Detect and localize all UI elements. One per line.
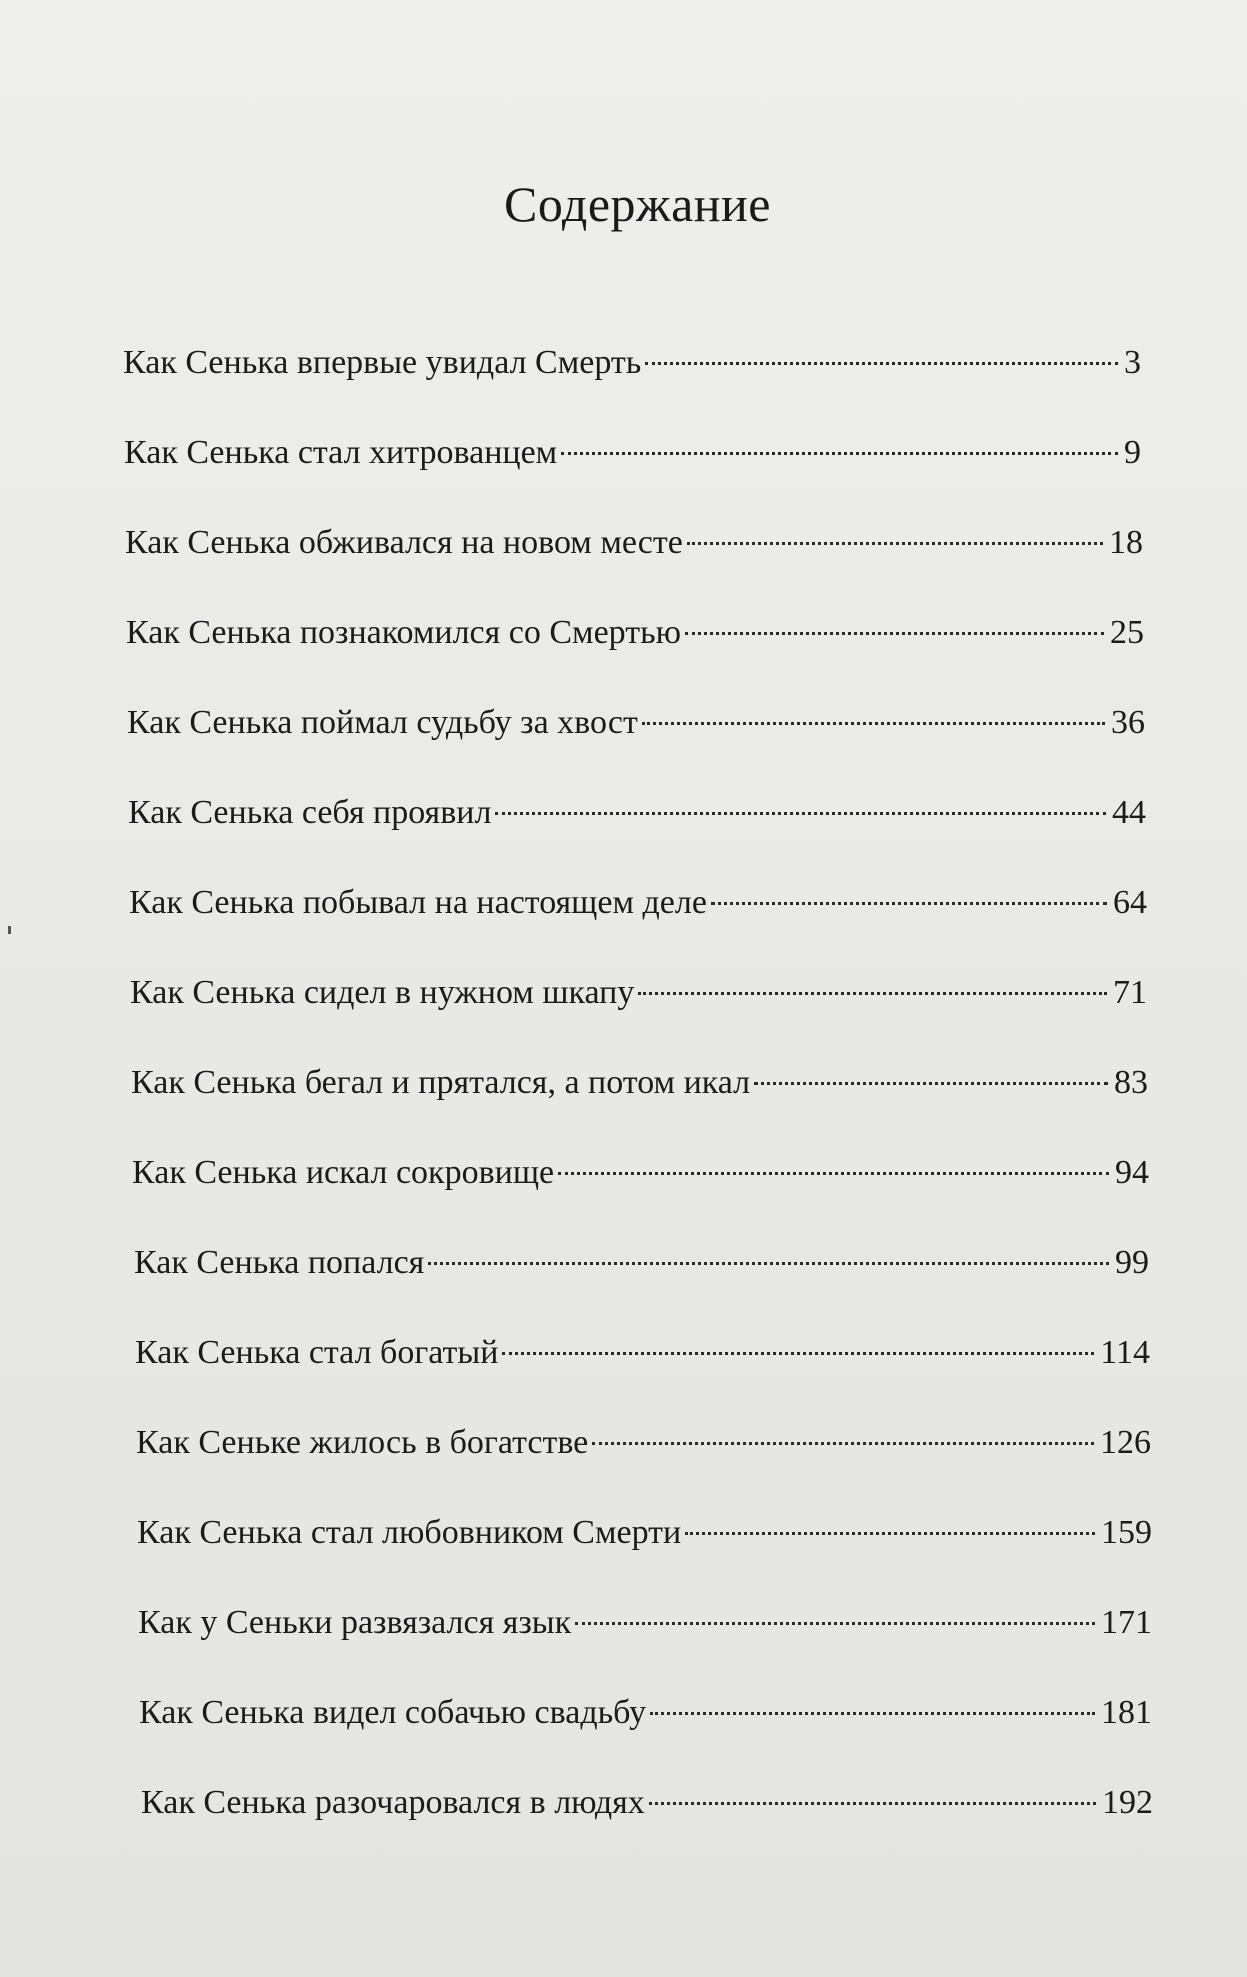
toc-entry-label: Как Сенька побывал на настоящем деле (129, 884, 707, 921)
toc-entry (135, 1328, 1150, 1378)
toc-entry-page: 99 (1115, 1244, 1149, 1281)
dot-leader (558, 1172, 1109, 1175)
toc-entry-page: 114 (1100, 1334, 1150, 1371)
toc-entry-page: 181 (1101, 1694, 1152, 1731)
dot-leader (428, 1262, 1109, 1265)
toc-entry (137, 1508, 1152, 1558)
toc-entry-label: Как Сенька видел собачью свадьбу (139, 1694, 647, 1731)
dot-leader (685, 632, 1104, 635)
toc-entry (131, 1058, 1148, 1108)
toc-entry-page: 3 (1124, 344, 1141, 381)
toc-entry (125, 518, 1143, 568)
dot-leader (649, 1802, 1096, 1805)
toc-entry (129, 878, 1147, 928)
dot-leader (638, 992, 1107, 995)
toc-entry-label: Как Сенька попался (134, 1244, 425, 1281)
toc-entry (130, 968, 1147, 1018)
toc-entry-page: 64 (1113, 884, 1147, 921)
toc-entry (128, 788, 1146, 838)
toc-entry-label: Как Сенька поймал судьбу за хвост (127, 704, 638, 741)
dot-leader (650, 1712, 1095, 1715)
toc-entry (134, 1238, 1149, 1288)
toc-entry-label: Как Сенька познакомился со Смертью (126, 614, 681, 651)
toc-entry-label: Как у Сеньки развязался язык (138, 1604, 572, 1641)
toc-entry-label: Как Сеньке жилось в богатстве (136, 1424, 589, 1461)
dot-leader (561, 452, 1118, 455)
toc-entry-page: 44 (1112, 794, 1146, 831)
toc-entry (139, 1688, 1152, 1738)
toc-entry-label: Как Сенька разочаровался в людях (141, 1784, 645, 1821)
toc-entry (127, 698, 1145, 748)
toc-entry-label: Как Сенька стал богатый (135, 1334, 499, 1371)
toc-entry-label: Как Сенька себя проявил (128, 794, 492, 831)
toc-entry (141, 1778, 1153, 1828)
toc-entry-page: 171 (1101, 1604, 1152, 1641)
toc-entry (136, 1418, 1151, 1468)
toc-entry-page: 94 (1115, 1154, 1149, 1191)
toc-entry (132, 1148, 1149, 1198)
dot-leader (502, 1352, 1094, 1355)
toc-entry-label: Как Сенька обживался на новом месте (125, 524, 683, 561)
toc-entry-page: 9 (1124, 434, 1141, 471)
toc-entry-page: 36 (1111, 704, 1145, 741)
toc-entry-page: 25 (1110, 614, 1144, 651)
page-edge-mark (8, 926, 11, 934)
toc-entry (138, 1598, 1152, 1648)
toc-entry-page: 159 (1101, 1514, 1152, 1551)
dot-leader (687, 542, 1103, 545)
toc-entry (124, 428, 1141, 478)
toc-entry-label: Как Сенька впервые увидал Смерть (123, 344, 642, 381)
dot-leader (754, 1082, 1108, 1085)
toc-entry-label: Как Сенька стал хитрованцем (124, 434, 558, 471)
toc-entry (123, 338, 1141, 388)
toc-entry-label: Как Сенька искал сокровище (132, 1154, 555, 1191)
dot-leader (575, 1622, 1095, 1625)
toc-entry-label: Как Сенька бегал и прятался, а потом икал (131, 1064, 751, 1101)
page-title: Содержание (504, 176, 771, 232)
toc-entry-page: 192 (1102, 1784, 1153, 1821)
toc-entry-label: Как Сенька сидел в нужном шкапу (130, 974, 635, 1011)
toc-entry-page: 83 (1114, 1064, 1148, 1101)
toc-entry (126, 608, 1144, 658)
dot-leader (592, 1442, 1094, 1445)
dot-leader (685, 1532, 1095, 1535)
table-of-contents (0, 338, 1247, 1938)
dot-leader (645, 362, 1118, 365)
toc-entry-page: 71 (1113, 974, 1147, 1011)
toc-entry-label: Как Сенька стал любовником Смерти (137, 1514, 682, 1551)
dot-leader (642, 722, 1105, 725)
dot-leader (495, 812, 1106, 815)
toc-entry-page: 126 (1100, 1424, 1151, 1461)
dot-leader (711, 902, 1107, 905)
toc-entry-page: 18 (1109, 524, 1143, 561)
